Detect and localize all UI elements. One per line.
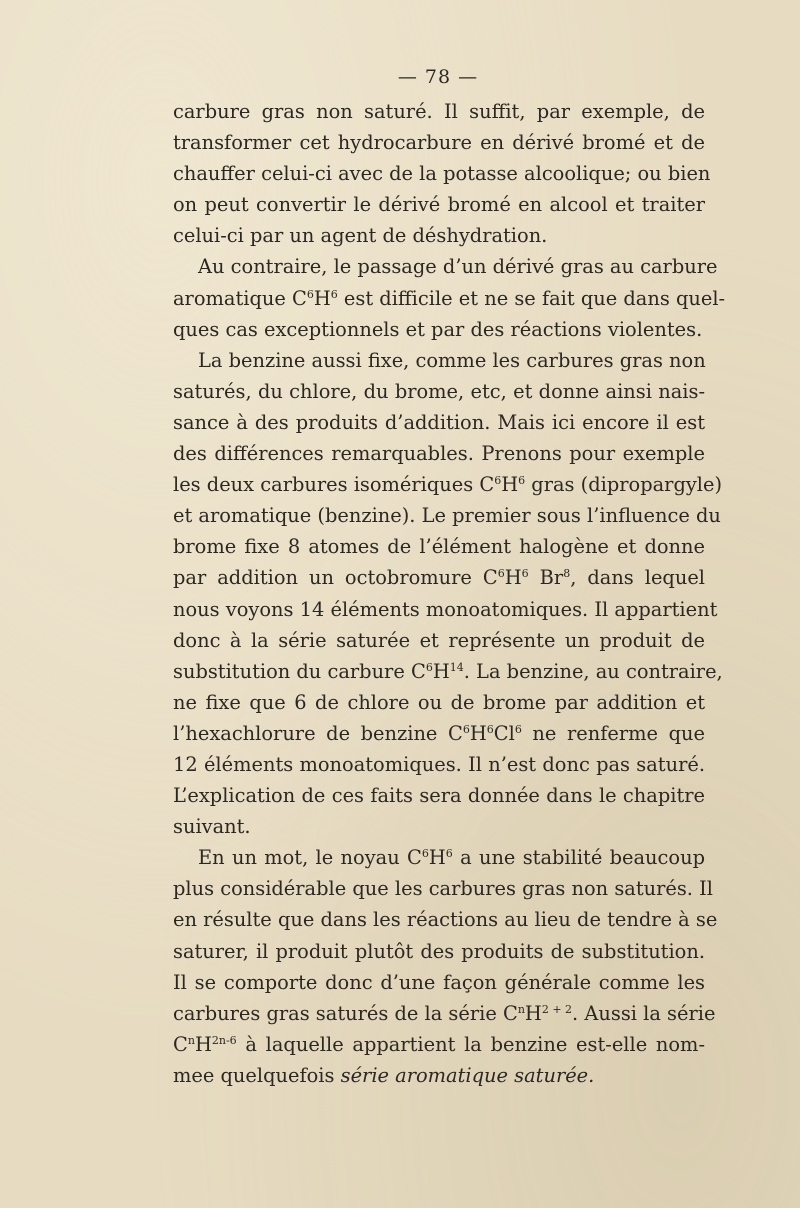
text-line xyxy=(173,189,705,220)
line-text: par addition un octobromure C xyxy=(173,566,498,590)
text-line xyxy=(173,314,705,345)
line-text: brome fixe 8 atomes de l’élément halogène et donne xyxy=(173,535,705,559)
superscript: 14 xyxy=(449,660,464,674)
superscript: 2n-6 xyxy=(211,1033,237,1047)
superscript: 6 xyxy=(518,474,526,488)
line-text: plus considérable que les carbures gras non saturés. Il xyxy=(173,877,713,901)
line-text: . La benzine, au contraire, xyxy=(463,659,723,683)
formula-symbol: H xyxy=(501,473,519,497)
line-text: carbure gras non saturé. Il suffit, par exemple, de xyxy=(173,100,705,123)
line-text: sance à des produits d’addition. Mais ici encore il est xyxy=(173,410,705,434)
text-line xyxy=(173,625,705,656)
text-line xyxy=(173,500,721,531)
line-text: ques cas exceptionnels et par des réactions violentes. xyxy=(173,317,703,341)
text-line xyxy=(173,998,716,1029)
line-text: ne renferme que xyxy=(521,721,705,745)
line-text: on peut convertir le dérivé bromé en alcool et traiter xyxy=(173,193,705,217)
line-text: chauffer celui-ci avec de la potasse alcoolique; ou bien xyxy=(173,162,711,186)
line-text: carbures gras saturés de la série C xyxy=(173,1001,518,1025)
line-text: a une stabilité beaucoup xyxy=(452,846,705,870)
superscript: 6 xyxy=(425,660,433,674)
formula-symbol: Cl xyxy=(493,721,515,745)
text-line xyxy=(173,283,726,314)
text-line xyxy=(173,811,705,842)
line-text: l’hexachlorure de benzine C xyxy=(173,721,463,745)
text-line xyxy=(173,1029,705,1060)
superscript: 6 xyxy=(306,287,314,301)
line-text: donc à la série saturée et représente un produit de xyxy=(173,628,705,652)
line-text: à laquelle appartient la benzine est-elle nom- xyxy=(236,1032,705,1056)
text-line xyxy=(173,967,705,998)
superscript: n xyxy=(517,1002,525,1016)
line-text: ne fixe que 6 de chlore ou de brome par addition et xyxy=(173,690,705,714)
line-text: saturer, il produit plutôt des produits de substitution. xyxy=(173,939,705,963)
page-number: — 78 — xyxy=(397,66,479,88)
line-text: transformer cet hydrocarbure en dérivé bromé et de xyxy=(173,131,705,155)
text-line xyxy=(173,345,705,376)
line-text: , dans lequel xyxy=(570,566,705,590)
superscript: 6 xyxy=(486,722,494,736)
formula-symbol: H xyxy=(313,286,331,310)
text-line xyxy=(173,904,718,935)
line-text: celui-ci par un agent de déshydration. xyxy=(173,224,548,248)
line-text: L’explication de ces faits sera donnée dans le chapitre xyxy=(173,784,705,808)
formula-symbol: H xyxy=(194,1032,212,1056)
text-line xyxy=(173,407,705,438)
text-line xyxy=(173,936,705,967)
text-line xyxy=(173,780,705,811)
line-text: La benzine aussi fixe, comme les carbures gras non xyxy=(198,348,706,372)
text-line xyxy=(173,687,705,718)
superscript: 2 + 2 xyxy=(541,1002,573,1016)
text-line xyxy=(173,127,705,158)
text-line xyxy=(173,1060,705,1091)
line-text: les deux carbures isomériques C xyxy=(173,473,495,497)
text-line xyxy=(173,158,711,189)
text-line xyxy=(173,749,705,780)
line-text: nous voyons 14 éléments monoatomiques. Il appartient xyxy=(173,597,718,621)
text-line xyxy=(173,220,705,251)
text-line xyxy=(173,594,718,625)
text-line xyxy=(173,842,705,873)
line-text: des différences remarquables. Prenons pour exemple xyxy=(173,442,705,466)
line-text: C xyxy=(173,1032,188,1056)
text-line xyxy=(173,376,705,407)
italic-text: série aromatique saturée. xyxy=(340,1063,595,1087)
superscript: 6 xyxy=(521,567,529,581)
formula-symbol: H xyxy=(524,1001,542,1025)
superscript: 6 xyxy=(514,722,522,736)
line-text: mee quelquefois xyxy=(173,1063,341,1087)
formula-symbol: H xyxy=(504,566,522,590)
superscript: 6 xyxy=(330,287,338,301)
line-text: saturés, du chlore, du brome, etc, et donne ainsi nais- xyxy=(173,379,705,403)
superscript: n xyxy=(187,1033,195,1047)
text-line xyxy=(173,656,723,687)
text-line xyxy=(173,562,705,593)
text-line xyxy=(173,469,723,500)
line-text: substitution du carbure C xyxy=(173,659,426,683)
superscript: 6 xyxy=(445,847,453,861)
line-text: 12 éléments monoatomiques. Il n’est donc pas saturé. xyxy=(173,752,705,776)
line-text: aromatique C xyxy=(173,286,307,310)
line-text: . Aussi la série xyxy=(572,1001,716,1025)
line-text: En un mot, le noyau C xyxy=(198,846,422,870)
superscript: 6 xyxy=(462,722,470,736)
line-text: gras (dipropargyle) xyxy=(525,473,723,497)
superscript: 6 xyxy=(421,847,429,861)
line-text: en résulte que dans les réactions au lieu de tendre à se xyxy=(173,908,718,932)
line-text: suivant. xyxy=(173,815,251,839)
text-line xyxy=(173,438,705,469)
formula-symbol: H xyxy=(432,659,450,683)
body-text xyxy=(173,96,726,1091)
line-text: Il se comporte donc d’une façon générale comme les xyxy=(173,970,705,994)
formula-symbol: Br xyxy=(528,566,564,590)
superscript: 6 xyxy=(497,567,505,581)
text-line xyxy=(173,531,705,562)
text-line xyxy=(173,251,718,282)
text-line xyxy=(173,873,713,904)
formula-symbol: H xyxy=(428,846,446,870)
line-text: Au contraire, le passage d’un dérivé gras au carbure xyxy=(198,255,718,279)
line-text: et aromatique (benzine). Le premier sous l’influence du xyxy=(173,504,721,528)
superscript: 8 xyxy=(563,567,571,581)
superscript: 6 xyxy=(494,474,502,488)
formula-symbol: H xyxy=(469,721,487,745)
text-line xyxy=(173,96,705,127)
line-text: est difficile et ne se fait que dans quel- xyxy=(337,286,726,310)
text-line xyxy=(173,718,705,749)
